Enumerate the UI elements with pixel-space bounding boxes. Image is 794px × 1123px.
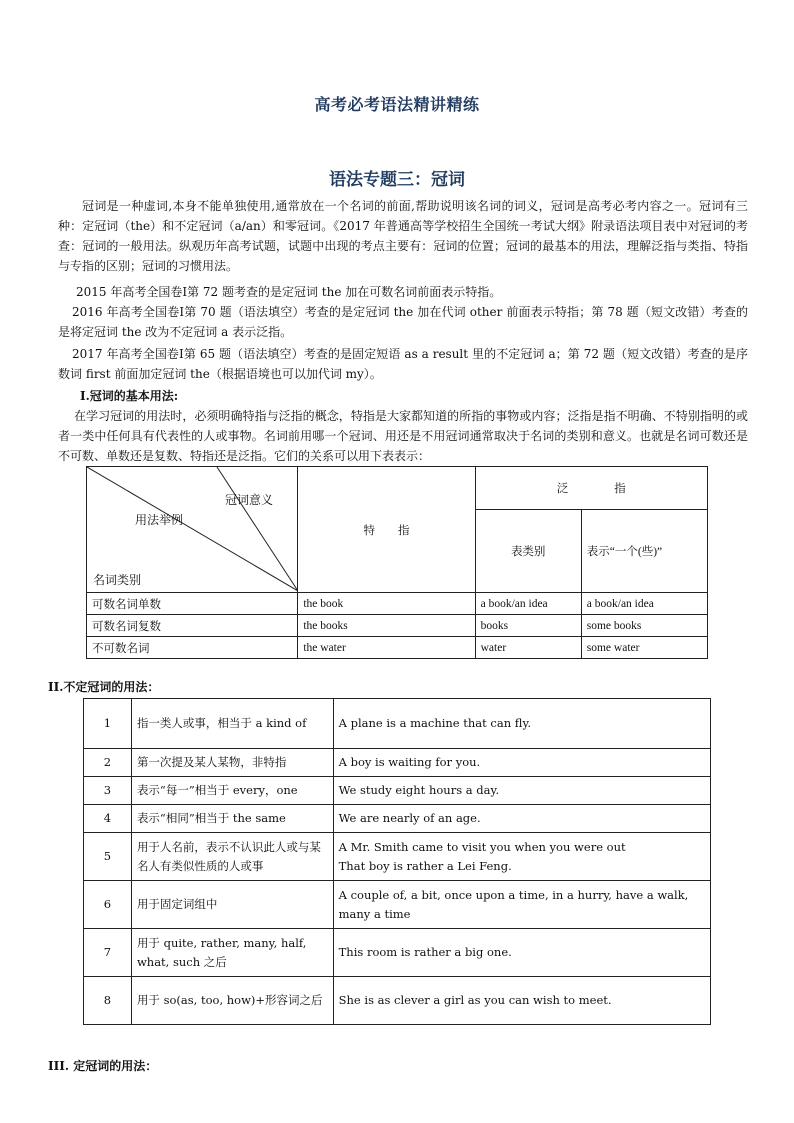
row-number: 7 [84, 929, 132, 977]
table-row [87, 637, 708, 659]
row-number: 2 [84, 749, 132, 777]
usage-cell: 第一次提及某人某物，非特指 [131, 749, 333, 777]
cell: some water [581, 637, 707, 659]
document-subtitle: 语法专题三：冠词 [329, 170, 465, 190]
table-row [84, 749, 711, 777]
usage-cell: 指一类人或事，相当于 a kind of [131, 699, 333, 749]
usage-cell: 用于固定词组中 [131, 881, 333, 929]
table-row [84, 699, 711, 749]
intro-paragraph: 冠词是一种虚词,本身不能单独使用,通常放在一个名词的前面,帮助说明该名词的词义，冠词是高考必考内容之一。冠词有三种：定冠词（the）和不定冠词（a/an）和零冠词。《2017 年普通高等学校招生全国统一考试大纲》附录语法项目表中对冠词的考查：冠词的一般用法。纵观历年高考试题，试题中出现的考点主要有：冠词的位置；冠词的最基本的用法，理解泛指与类指、特指与专指的区别；冠词的习惯用法。 [58, 199, 748, 273]
section1-heading: I.冠词的基本用法: [80, 389, 179, 403]
diagonal-header-cell [87, 467, 298, 593]
table-row [84, 977, 711, 1025]
section1-text: 在学习冠词的用法时，必须明确特指与泛指的概念，特指是大家都知道的所指的事物或内容；泛指是指不明确、不特别指明的或者一类中任何具有代表性的人或事物。名词前用哪一个冠词、用还是不用冠词通常取决于名词的类别和意义。也就是名词可数还是不可数、单数还是复数、特指还是泛指。它们的关系可以用下表表示： [58, 409, 748, 463]
table-row [84, 805, 711, 833]
cell: the books [298, 615, 475, 637]
table-row [84, 833, 711, 881]
paragraph-2017: 2017 年高考全国卷Ⅰ第 65 题（语法填空）考查的是固定短语 as a result 里的不定冠词 a；第 72 题（短文改错）考查的是序数词 first 前面加定冠词 the（根据语境也可以加代词 my）。 [58, 347, 748, 381]
usage-cell: 表示“每一”相当于 every，one [131, 777, 333, 805]
header-one: 表示“一个(些)” [581, 510, 707, 593]
example-cell: A Mr. Smith came to visit you when you were out That boy is rather a Lei Feng. [333, 833, 710, 881]
usage-cell: 用于 quite, rather, many, half, what, such 之后 [131, 929, 333, 977]
cell: 可数名词复数 [87, 615, 298, 637]
article-table [86, 466, 708, 659]
section2-heading: II.不定冠词的用法： [48, 680, 160, 694]
paragraph-2015: 2015 年高考全国卷Ⅰ第 72 题考查的是定冠词 the 加在可数名词前面表示特指。 [76, 285, 502, 299]
cell: 可数名词单数 [87, 593, 298, 615]
header-specific: 特 指 [298, 467, 475, 593]
row-number: 8 [84, 977, 132, 1025]
table-row [84, 881, 711, 929]
table-row [84, 777, 711, 805]
cell: some books [581, 615, 707, 637]
row-number: 1 [84, 699, 132, 749]
example-cell: She is as clever a girl as you can wish to meet. [333, 977, 710, 1025]
paragraph-2016: 2016 年高考全国卷Ⅰ第 70 题（语法填空）考查的是定冠词 the 加在代词 other 前面表示特指；第 78 题（短文改错）考查的是将定冠词 the 改为不定冠词 a 表示泛指。 [58, 305, 748, 339]
row-number: 5 [84, 833, 132, 881]
example-cell: A plane is a machine that can fly. [333, 699, 710, 749]
example-cell: We study eight hours a day. [333, 777, 710, 805]
diag-label-meaning: 冠词意义 [225, 493, 274, 507]
header-class: 表类别 [475, 510, 581, 593]
usage-cell: 用于人名前，表示不认识此人或与某名人有类似性质的人或事 [131, 833, 333, 881]
cell: water [475, 637, 581, 659]
row-number: 3 [84, 777, 132, 805]
example-cell: A boy is waiting for you. [333, 749, 710, 777]
table-row [84, 929, 711, 977]
diag-label-noun-type: 名词类别 [93, 573, 142, 587]
indefinite-article-table [83, 698, 711, 1025]
usage-cell: 用于 so(as, too, how)+形容词之后 [131, 977, 333, 1025]
document-title: 高考必考语法精讲精练 [314, 95, 480, 114]
cell: a book/an idea [581, 593, 707, 615]
row-number: 6 [84, 881, 132, 929]
example-cell: We are nearly of an age. [333, 805, 710, 833]
cell: a book/an idea [475, 593, 581, 615]
usage-cell: 表示“相同”相当于 the same [131, 805, 333, 833]
example-cell: This room is rather a big one. [333, 929, 710, 977]
cell: books [475, 615, 581, 637]
table-row [87, 615, 708, 637]
section3-heading: III. 定冠词的用法： [48, 1059, 158, 1073]
cell: the book [298, 593, 475, 615]
table-row [87, 593, 708, 615]
cell: the water [298, 637, 475, 659]
row-number: 4 [84, 805, 132, 833]
diag-label-usage: 用法举例 [135, 513, 184, 527]
header-general: 泛 指 [475, 467, 707, 510]
cell: 不可数名词 [87, 637, 298, 659]
example-cell: A couple of, a bit, once upon a time, in a hurry, have a walk, many a time [333, 881, 710, 929]
